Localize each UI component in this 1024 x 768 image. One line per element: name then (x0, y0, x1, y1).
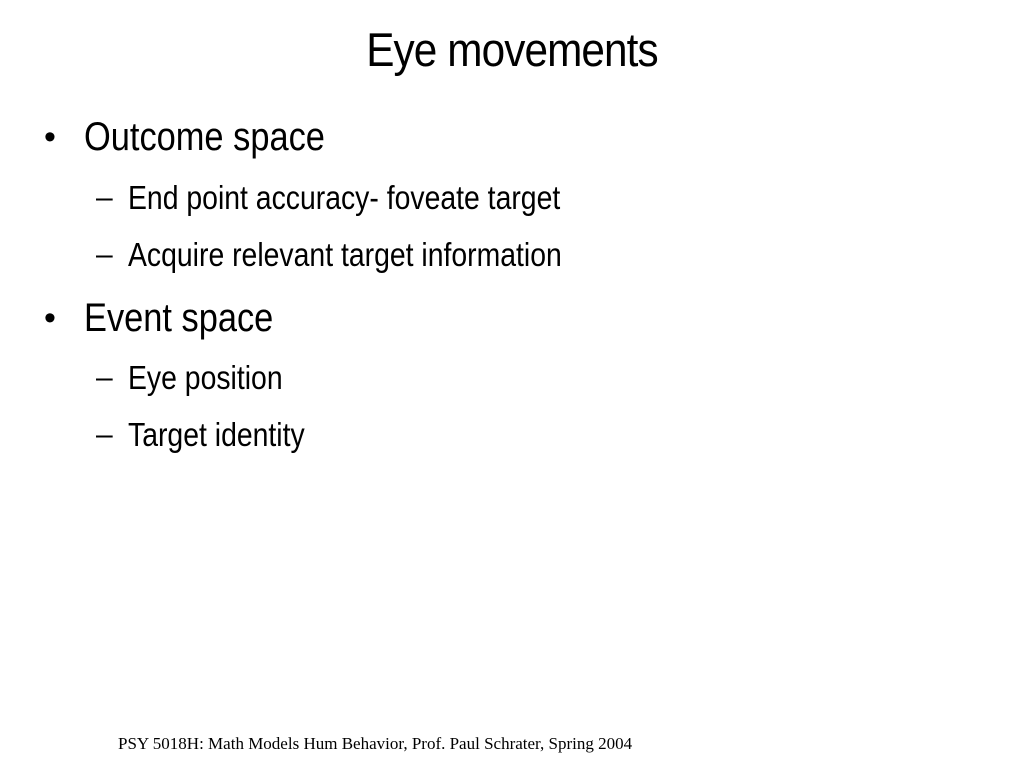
sub-bullet-text: End point accuracy- foveate target (128, 179, 561, 216)
dash-marker: – (96, 181, 113, 214)
sub-bullet-text: Eye position (128, 359, 283, 396)
dash-marker: – (96, 361, 113, 394)
sub-bullet-text: Target identity (128, 416, 305, 453)
dash-marker: – (96, 418, 113, 451)
dash-marker: – (96, 238, 113, 271)
bullet-marker: • (44, 118, 56, 156)
bullet-marker: • (44, 299, 56, 337)
slide-footer: PSY 5018H: Math Models Hum Behavior, Prof. Paul Schrater, Spring 2004 (118, 734, 633, 753)
bullet-text: Outcome space (84, 115, 325, 159)
bullet-text: Event space (84, 296, 274, 340)
sub-bullet-text: Acquire relevant target information (128, 236, 562, 273)
slide-title: Eye movements (366, 23, 658, 76)
